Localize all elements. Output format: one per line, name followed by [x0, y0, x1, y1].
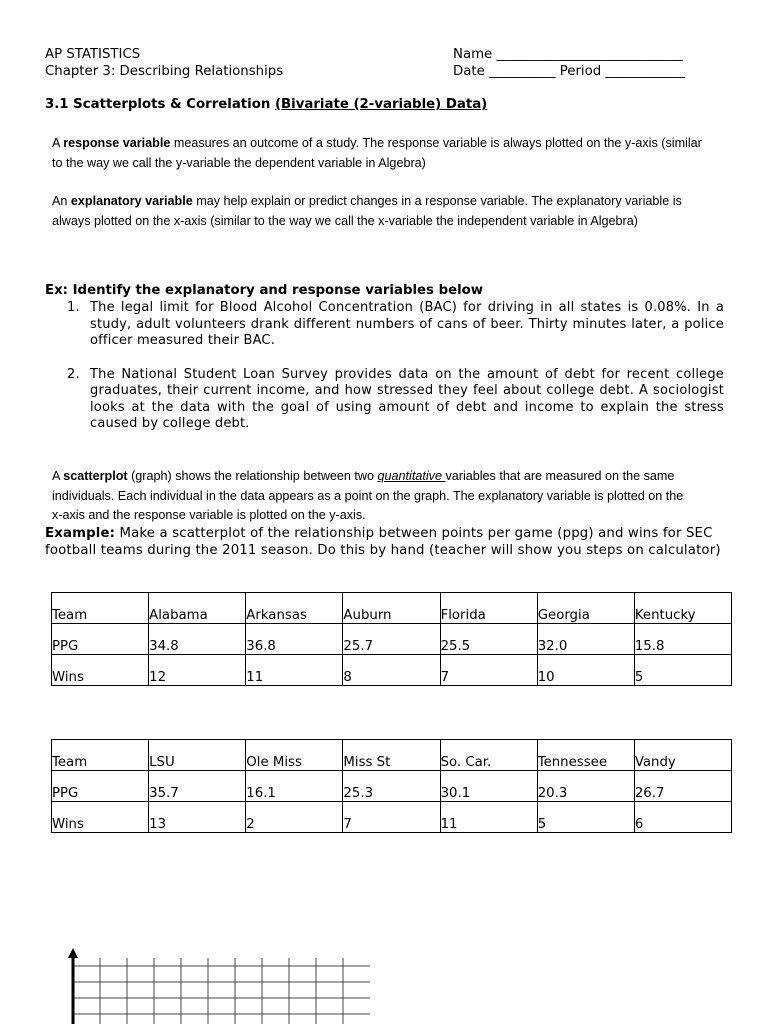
section-title: 3.1 Scatterplots & Correlation (Bivariate (2-variable) Data): [45, 97, 488, 112]
table-cell: 6: [634, 802, 731, 833]
exercise-list: [45, 300, 724, 433]
table-cell: Wins: [52, 655, 149, 686]
y-axis-arrow-icon: [68, 948, 78, 958]
chapter-title: Chapter 3: Describing Relationships: [45, 64, 284, 79]
section-subtitle: (Bivariate (2-variable) Data): [274, 97, 488, 112]
table-row: [52, 593, 732, 624]
table-cell: 2: [246, 802, 343, 833]
table-cell: 5: [634, 655, 731, 686]
list-item-number: 1.: [67, 300, 80, 315]
table-cell: 7: [440, 655, 537, 686]
course-title: AP STATISTICS: [45, 47, 141, 62]
table-row: [52, 655, 732, 686]
scatterplot-term: scatterplot: [63, 469, 128, 483]
table-cell: Florida: [440, 593, 537, 624]
table-cell: So. Car.: [440, 740, 537, 771]
table-cell: 25.7: [343, 624, 440, 655]
table-cell: PPG: [52, 771, 149, 802]
table-cell: Vandy: [634, 740, 731, 771]
explanatory-variable-term: explanatory variable: [70, 194, 193, 208]
table-cell: Wins: [52, 802, 149, 833]
sec-data-table-2: [51, 739, 732, 833]
grid-lines: [73, 958, 370, 1024]
list-item: [45, 367, 724, 433]
response-variable-definition: A response variable measures an outcome of a study. The response variable is always plotted on the y-axis (similar to the way we call the y-variable the dependent variable in Algebra): [52, 136, 702, 170]
table-row: [52, 740, 732, 771]
table-cell: 8: [343, 655, 440, 686]
table-cell: 11: [246, 655, 343, 686]
table-row: [52, 802, 732, 833]
table-cell: 7: [343, 802, 440, 833]
scatterplot-definition: A scatterplot (graph) shows the relationship between two quantitative variables that are measured on the same individuals. Each individual in the data appears as a point on the graph. The explanatory variable is plotted on the x-axis and the response variable is plotted on the y-axis.: [52, 469, 684, 522]
table-row: [52, 624, 732, 655]
list-item-number: 2.: [67, 366, 80, 382]
table-cell: Auburn: [343, 593, 440, 624]
table-cell: 32.0: [537, 624, 634, 655]
table-cell: Arkansas: [246, 593, 343, 624]
table-cell: 25.3: [343, 771, 440, 802]
table-cell: Kentucky: [634, 593, 731, 624]
example-paragraph: Example: Make a scatterplot of the relationship between points per game (ppg) and wins for SEC football teams during the 2011 season. Do this by hand (teacher will show you steps on calculator): [45, 526, 721, 558]
table-cell: PPG: [52, 624, 149, 655]
table-row: [52, 771, 732, 802]
table-cell: 13: [149, 802, 246, 833]
table-cell: 25.5: [440, 624, 537, 655]
table-cell: Team: [52, 593, 149, 624]
scatterplot-grid: [60, 946, 380, 1024]
table-cell: 11: [440, 802, 537, 833]
table-cell: 30.1: [440, 771, 537, 802]
table-cell: 35.7: [149, 771, 246, 802]
list-item: [45, 300, 724, 350]
table-cell: 16.1: [246, 771, 343, 802]
response-variable-term: response variable: [63, 136, 171, 150]
table-cell: 10: [537, 655, 634, 686]
table-cell: Alabama: [149, 593, 246, 624]
quantitative-term: quantitative: [377, 469, 446, 483]
list-item-text: The National Student Loan Survey provides data on the amount of debt for recent college graduates, their current income, and how stressed they feel about college debt. A sociologist looks at the data with the goal of using amount of debt and income to explain the stress caused by college debt.: [90, 366, 724, 431]
grid-svg: [60, 946, 380, 1024]
table-cell: 34.8: [149, 624, 246, 655]
date-period-field: Date __________ Period ____________: [453, 64, 686, 79]
table-cell: 36.8: [246, 624, 343, 655]
name-field: Name ____________________________: [453, 47, 683, 62]
exercise-heading: Ex: Identify the explanatory and response variables below: [45, 283, 484, 298]
table-cell: 26.7: [634, 771, 731, 802]
table-cell: LSU: [149, 740, 246, 771]
table-cell: Georgia: [537, 593, 634, 624]
list-item-text: The legal limit for Blood Alcohol Concentration (BAC) for driving in all states is 0.08%. In a study, adult volunteers drank different numbers of cans of beer. Thirty minutes later, a police officer measured their BAC.: [90, 300, 724, 348]
sec-data-table-1: [51, 592, 732, 686]
table-cell: 5: [537, 802, 634, 833]
table-cell: 15.8: [634, 624, 731, 655]
table-cell: Ole Miss: [246, 740, 343, 771]
table-cell: 12: [149, 655, 246, 686]
table-cell: 20.3: [537, 771, 634, 802]
table-cell: Miss St: [343, 740, 440, 771]
example-label: Example:: [45, 526, 116, 541]
table-cell: Team: [52, 740, 149, 771]
explanatory-variable-definition: An explanatory variable may help explain or predict changes in a response variable. The explanatory variable is always plotted on the x-axis (similar to the way we call the x-variable the independent variable in Algebra): [52, 194, 682, 228]
table-cell: Tennessee: [537, 740, 634, 771]
